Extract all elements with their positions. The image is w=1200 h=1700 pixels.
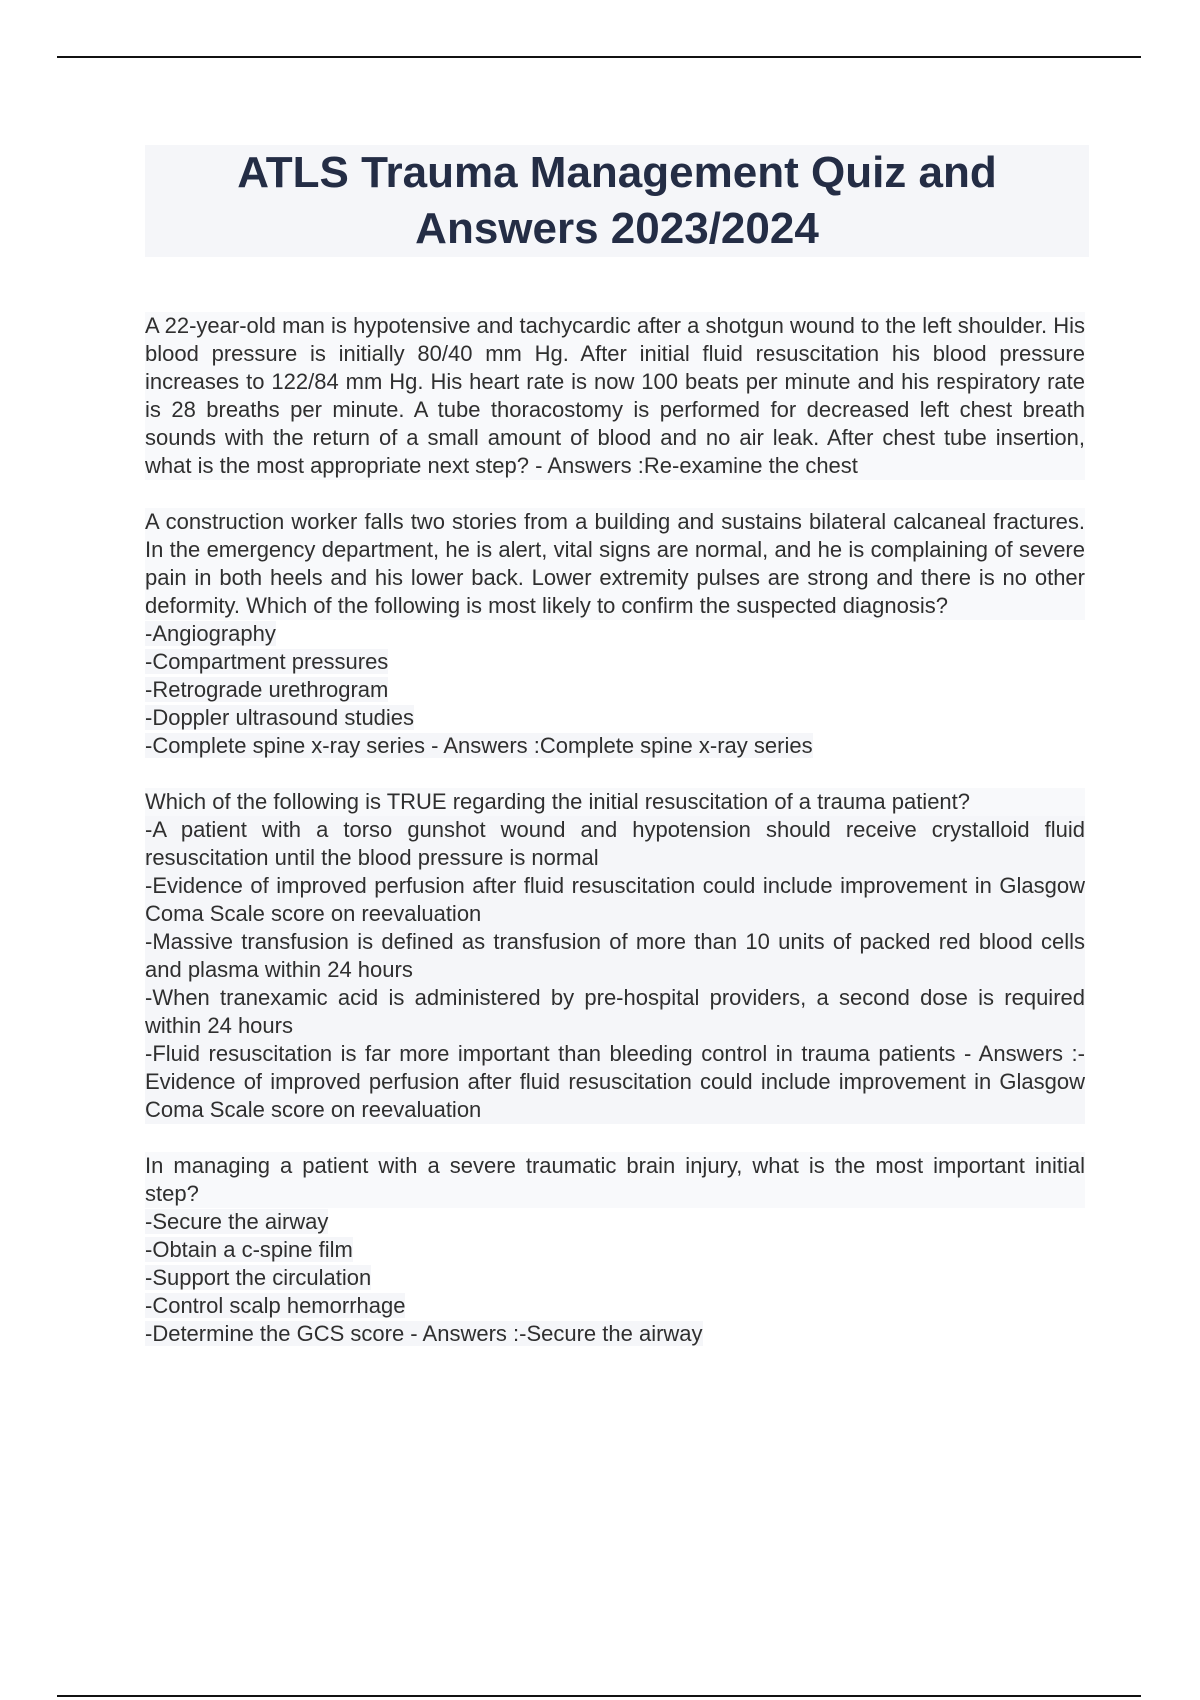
answer-option: -When tranexamic acid is administered by pre-hospital providers, a second dose is required within 24 hours (145, 985, 1085, 1038)
answer-option-with-answer: -Complete spine x-ray series - Answers :Complete spine x-ray series (145, 733, 813, 758)
quiz-content (145, 312, 1085, 1376)
answer-option: -Control scalp hemorrhage (145, 1293, 406, 1318)
answer-option: -Doppler ultrasound studies (145, 705, 415, 730)
question-block (145, 508, 1085, 760)
title-banner (145, 145, 1089, 257)
answer-option: -Obtain a c-spine film (145, 1237, 353, 1262)
question-block (145, 788, 1085, 1124)
footer-rule (57, 1695, 1141, 1697)
answer-option-with-answer: -Fluid resuscitation is far more important than bleeding control in trauma patients - Answers :-Evidence of improved perfusion after fluid resuscitation could include improvement in Glasgow Coma Scale score on reevaluation (145, 1041, 1085, 1122)
question-block (145, 312, 1085, 480)
question-text: Which of the following is TRUE regarding the initial resuscitation of a trauma patient? (145, 788, 1085, 816)
answer-option: -Support the circulation (145, 1265, 372, 1290)
question-text: A construction worker falls two stories from a building and sustains bilateral calcaneal fractures. In the emergency department, he is alert, vital signs are normal, and he is complaining of severe pain in both heels and his lower back. Lower extremity pulses are strong and there is no other deformity. Which of the following is most likely to confirm the suspected diagnosis? (145, 509, 1085, 618)
answer-option: -A patient with a torso gunshot wound and hypotension should receive crystalloid fluid resuscitation until the blood pressure is normal (145, 817, 1085, 870)
answer-option: -Massive transfusion is defined as transfusion of more than 10 units of packed red blood cells and plasma within 24 hours (145, 929, 1085, 982)
question-block (145, 1152, 1085, 1348)
question-text: In managing a patient with a severe traumatic brain injury, what is the most important initial step? (145, 1153, 1085, 1206)
answer-option: -Evidence of improved perfusion after fluid resuscitation could include improvement in Glasgow Coma Scale score on reevaluation (145, 873, 1085, 926)
answer-option: -Angiography (145, 621, 276, 646)
answer-option: -Secure the airway (145, 1209, 329, 1234)
answer-option: -Retrograde urethrogram (145, 677, 389, 702)
question-text: A 22-year-old man is hypotensive and tachycardic after a shotgun wound to the left shoulder. His blood pressure is initially 80/40 mm Hg. After initial fluid resuscitation his blood pressure increases to 122/84 mm Hg. His heart rate is now 100 beats per minute and his respiratory rate is 28 breaths per minute. A tube thoracostomy is performed for decreased left chest breath sounds with the return of a small amount of blood and no air leak. After chest tube insertion, what is the most appropriate next step? - Answers :Re-examine the chest (145, 313, 1085, 478)
answer-option-with-answer: -Determine the GCS score - Answers :-Secure the airway (145, 1321, 703, 1346)
answer-option: -Compartment pressures (145, 649, 389, 674)
header-rule (57, 56, 1141, 58)
document-title: ATLS Trauma Management Quiz and Answers 2023/2024 (237, 148, 997, 253)
